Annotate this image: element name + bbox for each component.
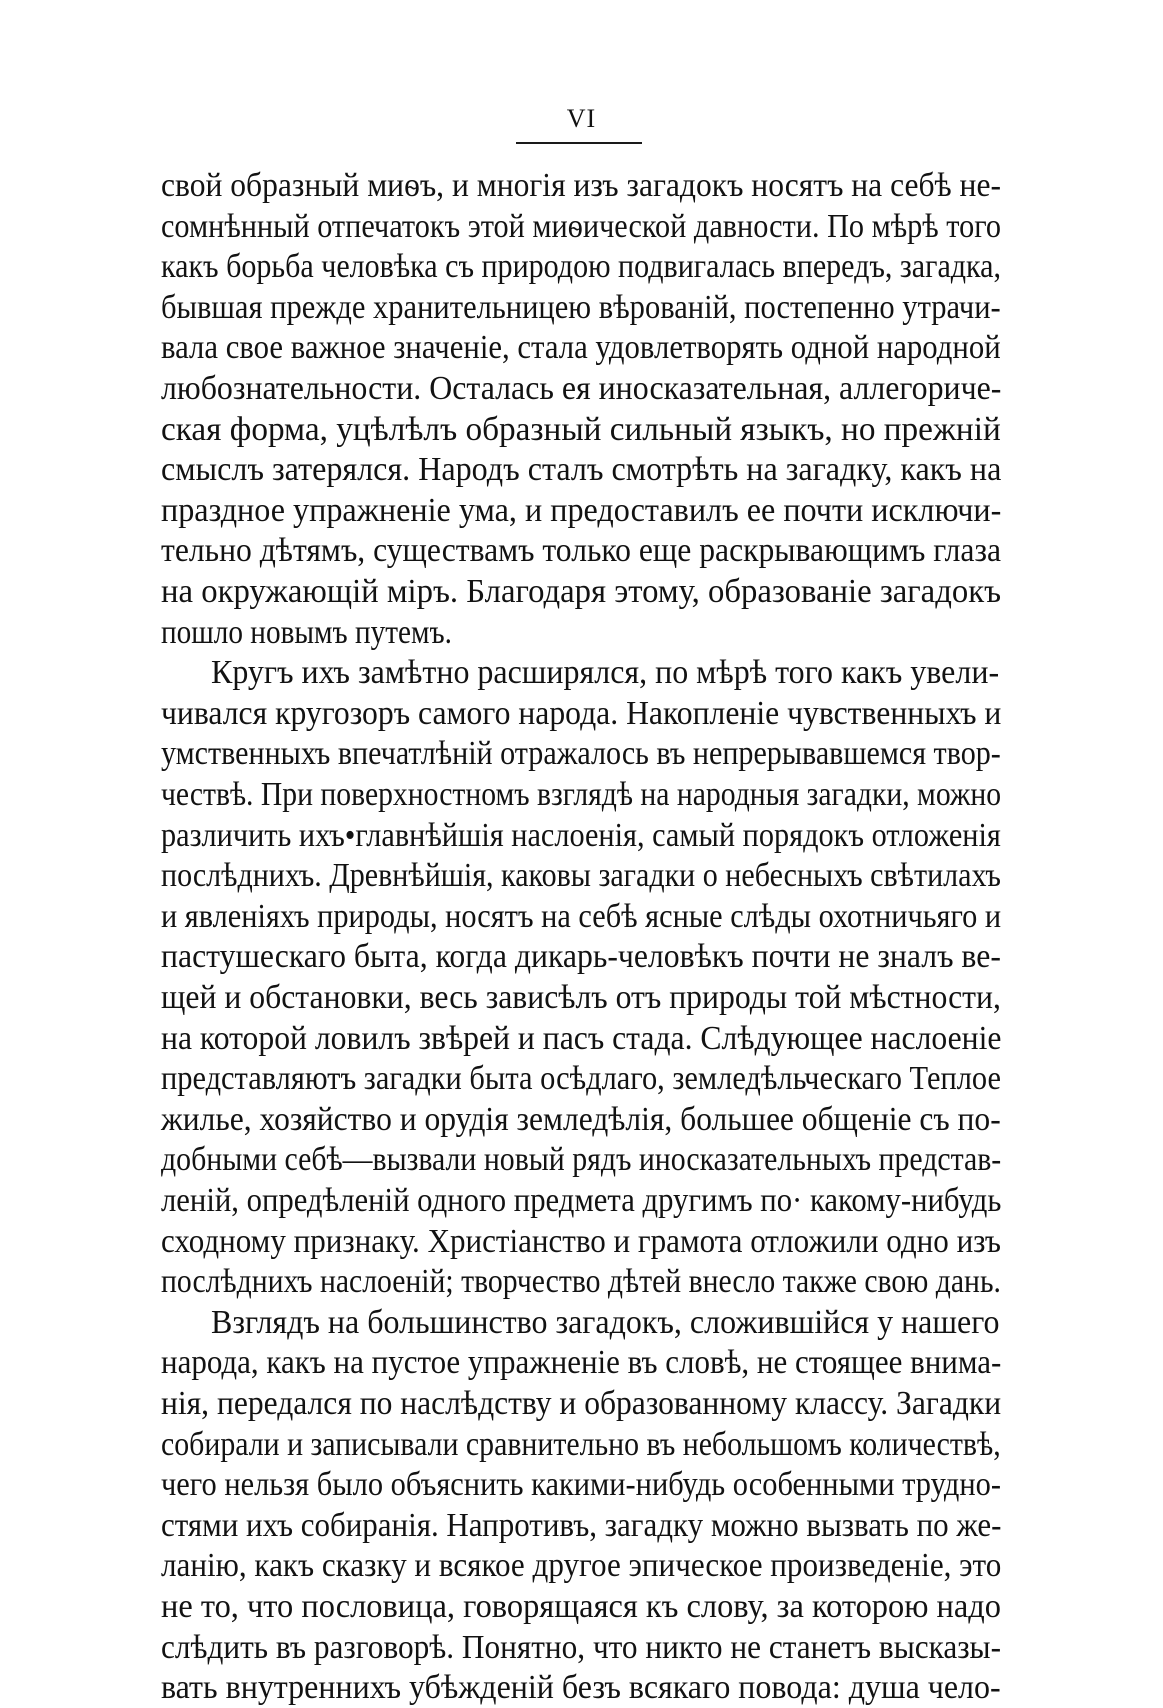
text-line: свой образный миѳъ, и многія изъ загадокъ носятъ на себѣ не- <box>161 167 1001 204</box>
text-line: сомнѣнный отпечатокъ этой миѳической давности. По мѣрѣ того <box>161 207 1002 245</box>
text-line: любознательности. Осталась ея иносказательная, аллегориче- <box>161 370 1002 407</box>
text-line: жилье, хозяйство и орудія земледѣлія, большее общеніе съ по- <box>161 1100 1001 1138</box>
text-line: пошло новымъ путемъ. <box>161 613 452 651</box>
text-line: вала свое важное значеніе, стала удовлетворять одной народной <box>161 329 1001 367</box>
text-line: различить ихъ•главнѣйшія наслоенія, самый порядокъ отложенія <box>161 816 1001 854</box>
text-line: чего нельзя было объяснить какими-нибудь особенными трудно- <box>161 1466 1002 1504</box>
header-rule <box>516 142 642 144</box>
text-line: на окружающій міръ. Благодаря этому, образованіе загадокъ <box>161 573 1002 610</box>
text-line: леній, опредѣленій одного предмета другимъ по· какому-нибудь <box>161 1182 1002 1219</box>
text-line: смыслъ затерялся. Народъ сталъ смотрѣть на загадку, какъ на <box>161 451 1002 489</box>
text-line: послѣднихъ. Древнѣйшія, каковы загадки о небесныхъ свѣтилахъ <box>161 857 1001 895</box>
text-line: слѣдить въ разговорѣ. Понятно, что никто не станетъ высказы- <box>161 1628 1002 1666</box>
text-line: чивался кругозоръ самого народа. Накопленіе чувственныхъ и <box>161 694 1002 732</box>
text-line: народа, какъ на пустое упражненіе въ словѣ, не стоящее внима- <box>161 1344 1002 1382</box>
text-line: послѣднихъ наслоеній; творчество дѣтей внесло также свою дань. <box>161 1263 1001 1301</box>
text-line: вать внутреннихъ убѣжденій безъ всякаго повода: душа чело- <box>161 1669 1001 1707</box>
text-line: ланію, какъ сказку и всякое другое эпическое произведеніе, это <box>161 1547 1002 1585</box>
text-line: бывшая прежде хранительницею вѣрованій, постепенно утрачи- <box>161 288 1001 326</box>
text-line: ская форма, уцѣлѣлъ образный сильный языкъ, но прежній <box>161 410 1001 448</box>
text-line: щей и обстановки, весь зависѣлъ отъ природы той мѣстности, <box>161 979 1001 1016</box>
text-line: стями ихъ собиранія. Напротивъ, загадку можно вызвать по же- <box>161 1506 1002 1544</box>
text-line: какъ борьба человѣка съ природою подвигалась впередъ, загадка, <box>161 248 1002 286</box>
text-line: представляютъ загадки быта осѣдлаго, земледѣльческаго Теплое <box>161 1060 1002 1098</box>
text-line: праздное упражненіе ума, и предоставилъ ее почти исключи- <box>161 491 1002 529</box>
text-line: собирали и записывали сравнительно въ небольшомъ количествѣ, <box>161 1425 1001 1463</box>
text-line: и явленіяхъ природы, носятъ на себѣ ясные слѣды охотничьяго и <box>161 897 1002 935</box>
page-number: VI <box>566 104 597 133</box>
text-line: чествѣ. При поверхностномъ взглядѣ на народныя загадки, можно <box>161 776 1002 813</box>
text-line: добными себѣ—вызвали новый рядъ иносказательныхъ представ- <box>161 1141 1002 1179</box>
paragraph-first-line: Взглядъ на большинство загадокъ, сложившійся у нашего <box>211 1303 1000 1341</box>
text-line: не то, что пословица, говорящаяся къ слову, за которою надо <box>161 1588 1001 1625</box>
text-line: нія, передался по наслѣдству и образованному классу. Загадки <box>161 1385 1002 1422</box>
text-line: тельно дѣтямъ, существамъ только еще раскрывающимъ глаза <box>161 532 1001 570</box>
paragraph-first-line: Кругъ ихъ замѣтно расширялся, по мѣрѣ того какъ увели- <box>211 654 1000 692</box>
text-line: сходному признаку. Христіанство и грамота отложили одно изъ <box>161 1222 1001 1260</box>
text-line: умственныхъ впечатлѣній отражалось въ непрерывавшемся твор- <box>161 735 1001 773</box>
text-line: пастушескаго быта, когда дикарь-человѣкъ почти не зналъ ве- <box>161 938 1001 976</box>
text-line: на которой ловилъ звѣрей и пасъ стада. Слѣдующее наслоеніе <box>161 1019 1002 1057</box>
